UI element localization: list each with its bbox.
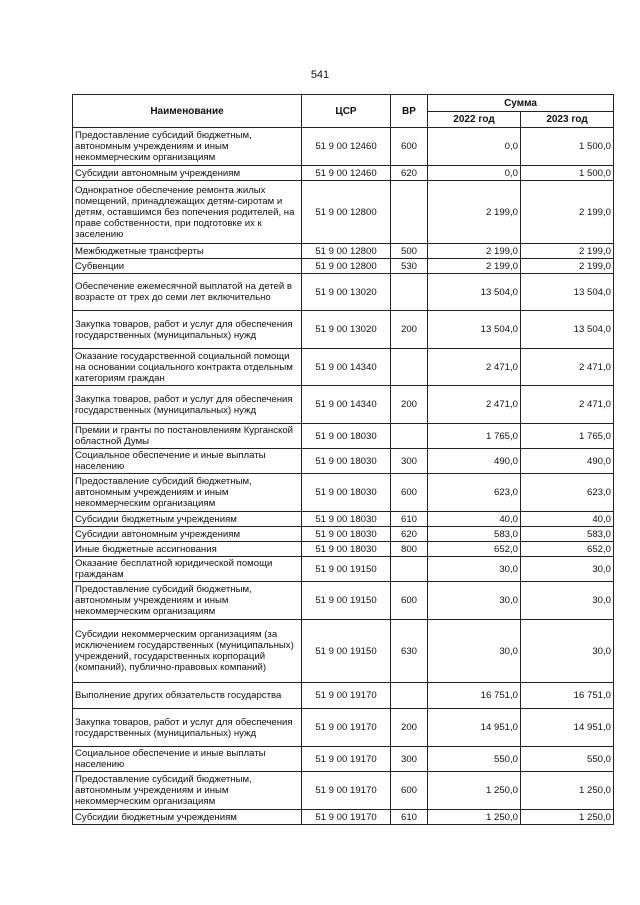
row-name: Субсидии бюджетным учреждениям (73, 512, 302, 527)
row-vr (391, 424, 428, 449)
row-name: Социальное обеспечение и иные выплаты населению (73, 449, 302, 474)
table-row (73, 311, 614, 349)
row-sum-2023: 2 199,0 (521, 181, 614, 244)
row-name: Закупка товаров, работ и услуг для обеспечения государственных (муниципальных) нужд (73, 311, 302, 349)
row-csr: 51 9 00 19150 (302, 557, 391, 582)
row-sum-2023: 1 250,0 (521, 772, 614, 810)
row-vr: 600 (391, 582, 428, 620)
row-sum-2023: 1 500,0 (521, 128, 614, 166)
row-sum-2022: 13 504,0 (428, 311, 521, 349)
row-sum-2023: 40,0 (521, 512, 614, 527)
table-row (73, 349, 614, 386)
row-csr: 51 9 00 18030 (302, 424, 391, 449)
row-name: Межбюджетные трансферты (73, 244, 302, 259)
row-csr: 51 9 00 19170 (302, 683, 391, 709)
row-vr: 500 (391, 244, 428, 259)
table-row (73, 244, 614, 259)
header-csr: ЦСР (302, 95, 391, 128)
row-sum-2022: 2 199,0 (428, 181, 521, 244)
row-sum-2022: 30,0 (428, 557, 521, 582)
row-sum-2022: 2 471,0 (428, 349, 521, 386)
table-row (73, 527, 614, 542)
row-csr: 51 9 00 12460 (302, 166, 391, 181)
row-sum-2022: 0,0 (428, 166, 521, 181)
row-vr (391, 557, 428, 582)
row-csr: 51 9 00 19150 (302, 620, 391, 683)
budget-table (72, 94, 614, 825)
row-vr: 620 (391, 527, 428, 542)
row-csr: 51 9 00 12800 (302, 259, 391, 274)
header-sum: Сумма (428, 95, 614, 112)
table-row (73, 542, 614, 557)
row-name: Однократное обеспечение ремонта жилых помещений, принадлежащих детям-сиротам и детям, оставшимся без попечения родителей, на праве собственности, при подготовке их к заселению (73, 181, 302, 244)
row-name: Оказание бесплатной юридической помощи гражданам (73, 557, 302, 582)
row-vr: 610 (391, 512, 428, 527)
row-vr: 610 (391, 810, 428, 825)
row-name: Субвенции (73, 259, 302, 274)
row-vr (391, 274, 428, 311)
row-sum-2023: 490,0 (521, 449, 614, 474)
row-sum-2022: 550,0 (428, 747, 521, 772)
row-sum-2023: 652,0 (521, 542, 614, 557)
row-name: Субсидии автономным учреждениям (73, 527, 302, 542)
row-csr: 51 9 00 19150 (302, 582, 391, 620)
row-sum-2022: 16 751,0 (428, 683, 521, 709)
table-row (73, 620, 614, 683)
table-row (73, 474, 614, 512)
row-sum-2022: 0,0 (428, 128, 521, 166)
row-sum-2023: 13 504,0 (521, 311, 614, 349)
header-name: Наименование (73, 95, 302, 128)
row-name: Предоставление субсидий бюджетным, автономным учреждениям и иным некоммерческим организациям (73, 128, 302, 166)
row-sum-2022: 583,0 (428, 527, 521, 542)
table-row (73, 512, 614, 527)
row-sum-2022: 13 504,0 (428, 274, 521, 311)
row-sum-2022: 623,0 (428, 474, 521, 512)
row-name: Предоставление субсидий бюджетным, автономным учреждениям и иным некоммерческим организациям (73, 474, 302, 512)
row-vr (391, 349, 428, 386)
row-sum-2023: 1 500,0 (521, 166, 614, 181)
row-sum-2022: 2 199,0 (428, 244, 521, 259)
row-csr: 51 9 00 12800 (302, 181, 391, 244)
table-row (73, 810, 614, 825)
row-sum-2022: 30,0 (428, 620, 521, 683)
table-row (73, 582, 614, 620)
row-vr: 800 (391, 542, 428, 557)
row-sum-2023: 2 199,0 (521, 259, 614, 274)
row-csr: 51 9 00 19170 (302, 772, 391, 810)
row-csr: 51 9 00 13020 (302, 274, 391, 311)
row-name: Закупка товаров, работ и услуг для обеспечения государственных (муниципальных) нужд (73, 709, 302, 747)
row-csr: 51 9 00 18030 (302, 527, 391, 542)
row-csr: 51 9 00 12460 (302, 128, 391, 166)
row-sum-2023: 1 765,0 (521, 424, 614, 449)
row-vr (391, 683, 428, 709)
row-csr: 51 9 00 19170 (302, 747, 391, 772)
row-name: Премии и гранты по постановлениям Курганской областной Думы (73, 424, 302, 449)
row-vr: 600 (391, 474, 428, 512)
row-name: Предоставление субсидий бюджетным, автономным учреждениям и иным некоммерческим организациям (73, 772, 302, 810)
row-vr: 200 (391, 709, 428, 747)
row-name: Предоставление субсидий бюджетным, автономным учреждениям и иным некоммерческим организациям (73, 582, 302, 620)
row-sum-2023: 2 199,0 (521, 244, 614, 259)
table-row (73, 772, 614, 810)
table-row (73, 709, 614, 747)
row-name: Оказание государственной социальной помощи на основании социального контракта отдельным категориям граждан (73, 349, 302, 386)
table-body (73, 128, 614, 825)
row-sum-2023: 1 250,0 (521, 810, 614, 825)
row-name: Субсидии бюджетным учреждениям (73, 810, 302, 825)
row-sum-2023: 30,0 (521, 620, 614, 683)
row-vr: 600 (391, 772, 428, 810)
row-sum-2023: 583,0 (521, 527, 614, 542)
row-sum-2023: 13 504,0 (521, 274, 614, 311)
row-csr: 51 9 00 18030 (302, 542, 391, 557)
page-number: 541 (310, 69, 330, 81)
row-csr: 51 9 00 18030 (302, 449, 391, 474)
row-sum-2023: 550,0 (521, 747, 614, 772)
row-vr: 600 (391, 128, 428, 166)
row-csr: 51 9 00 14340 (302, 386, 391, 424)
row-name: Социальное обеспечение и иные выплаты населению (73, 747, 302, 772)
row-name: Субсидии некоммерческим организациям (за исключением государственных (муниципальных) учреждений, государственных корпораций (компаний), публично-правовых компаний) (73, 620, 302, 683)
row-sum-2023: 2 471,0 (521, 349, 614, 386)
row-sum-2023: 16 751,0 (521, 683, 614, 709)
row-name: Иные бюджетные ассигнования (73, 542, 302, 557)
header-vr: ВР (391, 95, 428, 128)
table-header (73, 95, 614, 128)
row-sum-2022: 2 199,0 (428, 259, 521, 274)
table-row (73, 424, 614, 449)
table-row (73, 166, 614, 181)
row-sum-2022: 14 951,0 (428, 709, 521, 747)
table-row (73, 557, 614, 582)
row-csr: 51 9 00 18030 (302, 474, 391, 512)
row-sum-2022: 1 765,0 (428, 424, 521, 449)
row-sum-2023: 30,0 (521, 557, 614, 582)
header-year-2023: 2023 год (521, 112, 614, 128)
row-sum-2023: 2 471,0 (521, 386, 614, 424)
row-sum-2022: 30,0 (428, 582, 521, 620)
row-sum-2023: 30,0 (521, 582, 614, 620)
table-row (73, 259, 614, 274)
row-name: Субсидии автономным учреждениям (73, 166, 302, 181)
row-sum-2022: 490,0 (428, 449, 521, 474)
row-sum-2023: 14 951,0 (521, 709, 614, 747)
row-sum-2022: 652,0 (428, 542, 521, 557)
row-name: Выполнение других обязательств государства (73, 683, 302, 709)
header-year-2022: 2022 год (428, 112, 521, 128)
table-row (73, 274, 614, 311)
row-sum-2022: 40,0 (428, 512, 521, 527)
row-name: Закупка товаров, работ и услуг для обеспечения государственных (муниципальных) нужд (73, 386, 302, 424)
row-vr: 530 (391, 259, 428, 274)
row-csr: 51 9 00 12800 (302, 244, 391, 259)
row-vr: 200 (391, 386, 428, 424)
row-csr: 51 9 00 18030 (302, 512, 391, 527)
row-csr: 51 9 00 19170 (302, 810, 391, 825)
row-csr: 51 9 00 19170 (302, 709, 391, 747)
row-vr: 300 (391, 449, 428, 474)
table-row (73, 747, 614, 772)
row-sum-2022: 2 471,0 (428, 386, 521, 424)
row-name: Обеспечение ежемесячной выплатой на детей в возрасте от трех до семи лет включительно (73, 274, 302, 311)
row-vr: 630 (391, 620, 428, 683)
table-row (73, 128, 614, 166)
row-vr: 200 (391, 311, 428, 349)
row-csr: 51 9 00 13020 (302, 311, 391, 349)
table-row (73, 683, 614, 709)
row-vr: 300 (391, 747, 428, 772)
row-sum-2022: 1 250,0 (428, 810, 521, 825)
row-vr: 620 (391, 166, 428, 181)
row-csr: 51 9 00 14340 (302, 349, 391, 386)
row-sum-2023: 623,0 (521, 474, 614, 512)
row-vr (391, 181, 428, 244)
row-sum-2022: 1 250,0 (428, 772, 521, 810)
table-row (73, 386, 614, 424)
table-row (73, 449, 614, 474)
table-row (73, 181, 614, 244)
